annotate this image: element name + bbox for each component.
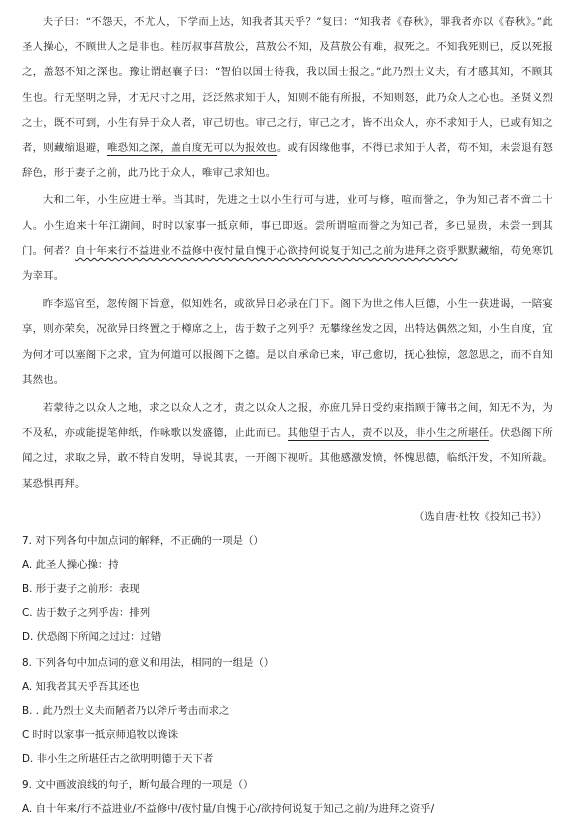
question-7-stem: 7. 对下列各句中加点词的解释，不正确的一项是（） — [22, 534, 264, 547]
underlined-sentence-1: 唯恐知之深，盖自度无可以为报效也 — [106, 142, 277, 155]
passage-paragraph-1 — [22, 10, 553, 186]
question-8-option-c: C 时时以家事一抵京师追牧以谗诛 — [22, 728, 179, 741]
passage-source: （选自唐·杜牧《投知己书》） — [413, 510, 547, 523]
passage-p1-text-end: 。或有因缘他事，不得已求知于人者，苟不知，未尝退有怒辞色，形于妻子之前，此乃比于众人，唯审己求知也。 — [22, 142, 554, 180]
question-9 — [22, 773, 553, 821]
passage-paragraph-4 — [22, 396, 553, 497]
passage-p2-text: 大和二年，小生应进士举。当其时，先进之士以小生行可与进，业可与修，喧而誉之，争为知己者不啻二十人。小生迨来十年江湖间，时时以家事一抵京师，事已即返。尝所谓喧而誉之为知己者，多已显贵，未尝一到其门。何者？ — [22, 194, 553, 257]
wavy-underlined-sentence: 自十年来行不益进业不益修中夜忖量自愧于心欲持何说复于知己之前为进拜之资乎 — [75, 244, 458, 257]
question-7-option-b: B. 形于妻子之前形：表现 — [22, 582, 140, 595]
passage-paragraph-3: 昨李巡官至，忽传阁下旨意，似知姓名，或欲异日必录在门下。阁下为世之伟人巨德，小生一获进谒，一陪宴享，则亦荣矣，况欲异日终置之于樽席之上，齿于数子之列乎？无攀缘丝发之因，出特达偶然之知，小生自度，宜为何才可以塞阁下之求，宜为何道可以报阁下之德。是以自承命已来，审己愈切，抚心独惊，忽忽思之，而不自知其然也。 — [22, 298, 553, 386]
underlined-sentence-2: 其他望于古人，责不以及，非小生之所堪任 — [287, 427, 490, 440]
question-8-option-d: D. 非小生之所堪任古之欲明明德于天下者 — [22, 752, 214, 765]
passage-p4-text: 若蒙待之以众人之地，求之以众人之才，责之以众人之报，亦庶几异日受约束指顾于簿书之间，知无不为，为不及私，亦或能提笔伸纸，作咏歌以发盛德，止此而已。 — [22, 402, 553, 440]
passage-p2-text-end: 默默藏缩，苟免寒饥为幸耳。 — [22, 244, 553, 283]
question-8-option-a: A. 知我者其天乎吾其还也 — [22, 680, 140, 693]
question-8 — [22, 651, 553, 771]
question-9-stem: 9. 文中画波浪线的句子，断句最合理的一项是（） — [22, 778, 254, 791]
question-9-option-a: A. 自十年来/行不益进业/不益修中/夜忖量/自愧于心/欲持何说复于知己之前/为进拜之资乎/ — [22, 802, 435, 815]
question-8-option-b: B. . 此乃烈士义夫而陋者乃以斧斤考击而求之 — [22, 704, 230, 717]
question-7-option-c: C. 齿于数子之列乎齿：排列 — [22, 606, 151, 619]
passage-p4-text-end: 。伏恐阁下所闻之过，求取之异，敢不特自发明，导说其衷，一开阁下视听。其他感激发愤，怀愧思德，临纸汗发，不知所裁。某恐惧再拜。 — [22, 427, 554, 490]
question-8-stem: 8. 下列各句中加点词的意义和用法，相同的一组是（） — [22, 656, 275, 669]
question-7-option-a: A. 此圣人操心操：持 — [22, 558, 119, 571]
question-7 — [22, 529, 553, 649]
passage-paragraph-2 — [22, 188, 553, 289]
question-7-option-d: D. 伏恐阁下所闻之过过：过错 — [22, 630, 162, 643]
passage-p1-text: 夫子曰：“不怨天，不尤人，下学而上达，知我者其天乎？”复曰：“知我者《春秋》，罪我者亦以《春秋》。”此圣人操心，不顾世人之是非也。桂厉叔事莒敖公，莒敖公不知，及莒敖公有难，叔死之。不知我死则已，反以死报之，盖怒不知之深也。豫让谓赵襄子曰：“智伯以国士待我，我以国士报之。”此乃烈士义夫，有才感其知，不顾其生也。行无坚明之异，才无尺寸之用，泛泛然求知于人，知则不能有所报，不知则怒，此乃众人之心也。圣贤义烈之士，既不可到，小生有异于众人者，审己切也。审己之行，审己之才，皆不出众人，亦不求知于人，已或有知之者，则藏缩退避， — [22, 16, 553, 155]
